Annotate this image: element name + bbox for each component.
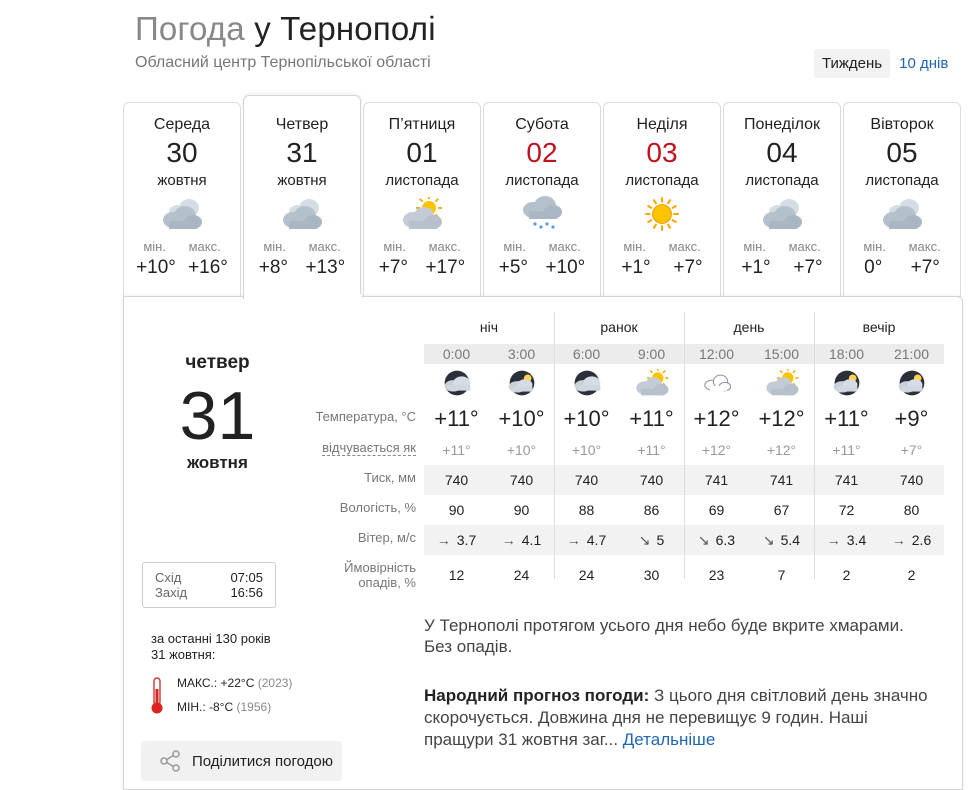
night-cloudy-icon (424, 364, 489, 402)
tab-month: листопада (865, 172, 939, 189)
history-block (151, 631, 293, 714)
humidity-cell: 90 (513, 502, 530, 518)
tab-min-temp: +8° (258, 257, 288, 278)
day-description: У Тернополі протягом усього дня небо буде вкрите хмарами. Без опадів. (424, 616, 904, 656)
precipitation-cell: 30 (643, 567, 660, 583)
tab-day-number: 30 (166, 137, 198, 168)
precipitation-cell: 7 (777, 567, 786, 583)
wind-speed: 4.7 (586, 532, 607, 548)
max-label: макс. (788, 239, 821, 254)
day-tab-30[interactable] (123, 102, 241, 297)
wind-direction-icon: → (826, 532, 841, 548)
tab-max-temp: +16° (188, 257, 228, 278)
wind-speed: 6.3 (715, 532, 736, 548)
selected-month: жовтня (187, 453, 248, 472)
pressure-cell: 741 (834, 472, 859, 488)
hour-cell: 3:00 (507, 346, 536, 362)
thermometer-icon (150, 677, 164, 715)
period-1: ранок (600, 319, 638, 335)
partly-cloudy-icon (364, 189, 480, 239)
night-partly-cloudy-icon (879, 364, 944, 402)
cloudy-rain-icon (484, 189, 600, 239)
night-cloudy-icon (554, 364, 619, 402)
pressure-cell: 741 (704, 472, 729, 488)
precipitation-cell: 12 (448, 567, 465, 583)
partly-cloudy-icon (619, 364, 684, 402)
temperature-cell: +10° (498, 406, 545, 431)
history-max-label: МАКС.: (177, 676, 218, 690)
tab-day-number: 02 (526, 137, 558, 168)
tab-min-temp: +7° (378, 257, 408, 278)
humidity-cell: 86 (643, 502, 660, 518)
tab-day-name: Неділя (636, 116, 688, 133)
tab-day-name: П’ятниця (388, 116, 456, 133)
precipitation-cell: 2 (842, 567, 851, 583)
humidity-cell: 72 (838, 502, 855, 518)
tab-day-number: 05 (886, 137, 918, 168)
temperature-cell: +12° (758, 406, 805, 431)
sunrise-sunset-box (142, 562, 276, 608)
temperature-cell: +11° (434, 406, 479, 431)
tab-day-name: Вівторок (870, 116, 934, 133)
night-partly-cloudy-icon (489, 364, 554, 402)
period-0: ніч (479, 319, 499, 335)
min-label: мін. (263, 239, 286, 254)
wind-direction-icon: → (501, 532, 516, 548)
hour-cell: 21:00 (893, 346, 930, 362)
feels-like-cell: +7° (900, 442, 923, 458)
min-label: мін. (143, 239, 166, 254)
more-link[interactable]: Детальніше (622, 730, 716, 749)
feels-like-cell: +12° (701, 442, 732, 458)
wind-direction-icon: ↘ (697, 532, 710, 548)
tab-day-name: Четвер (275, 116, 329, 133)
tab-max-temp: +13° (305, 257, 346, 278)
humidity-cell: 69 (708, 502, 725, 518)
sunset-time: 16:56 (230, 585, 263, 600)
max-label: макс. (428, 239, 461, 254)
feels-like-cell: +11° (442, 442, 471, 458)
tab-month: листопада (385, 172, 459, 189)
period-divider (814, 312, 815, 579)
hour-cell: 12:00 (698, 346, 735, 362)
wind-direction-icon: ↘ (638, 532, 651, 548)
cloud-icon (684, 364, 749, 402)
label-precipitation (344, 560, 416, 590)
min-label: мін. (503, 239, 526, 254)
day-tab-01[interactable] (363, 102, 481, 297)
history-records (177, 671, 337, 719)
wind-cell (879, 525, 944, 555)
period-3: вечір (862, 319, 896, 335)
sunrise-label: Схід (155, 570, 182, 585)
share-icon (158, 749, 182, 773)
share-weather-button[interactable] (141, 741, 342, 781)
sun-icon (604, 189, 720, 239)
humidity-cell: 88 (578, 502, 595, 518)
sunrise-time: 07:05 (230, 570, 263, 585)
period-2: день (733, 319, 765, 335)
tab-max-temp: +7° (793, 257, 823, 278)
day-tab-05[interactable] (843, 102, 961, 297)
tab-month: листопада (505, 172, 579, 189)
day-tab-04[interactable] (723, 102, 841, 297)
history-min-value: -8°C (209, 700, 234, 714)
wind-cell (424, 525, 489, 555)
night-partly-cloudy-icon (814, 364, 879, 402)
precipitation-cell: 23 (708, 567, 725, 583)
selected-day-number: 31 (179, 378, 256, 454)
share-label: Поділитися погодою (192, 752, 334, 770)
tab-month: листопада (745, 172, 819, 189)
pressure-cell: 740 (509, 472, 534, 488)
label-feels-like[interactable]: відчувається як (322, 440, 416, 455)
pressure-cell: 740 (574, 472, 599, 488)
page-title (135, 10, 436, 48)
temperature-cell: +12° (693, 406, 740, 431)
wind-cell (749, 525, 814, 555)
ten-days-link[interactable]: 10 днів (899, 55, 949, 72)
min-label: мін. (743, 239, 766, 254)
feels-like-cell: +10° (506, 442, 537, 458)
max-label: макс. (668, 239, 701, 254)
temperature-cell: +10° (563, 406, 610, 431)
day-tabs (123, 102, 963, 306)
label-precip-line2: опадів, % (358, 575, 416, 590)
history-line2: 31 жовтня: (151, 647, 216, 662)
title-city: у Тернополі (254, 10, 436, 47)
label-pressure: Тиск, мм (364, 470, 416, 485)
wind-cell (814, 525, 879, 555)
humidity-cell: 80 (903, 502, 920, 518)
max-label: макс. (908, 239, 941, 254)
label-precip-line1: Ймовірність (344, 560, 416, 575)
feels-like-cell: +10° (571, 442, 602, 458)
day-detail-panel (123, 296, 963, 790)
history-max-year: (2023) (257, 676, 293, 690)
history-line1: за останні 130 років (151, 631, 271, 646)
selected-weekday: четвер (185, 352, 250, 373)
cloudy-icon (244, 189, 360, 239)
cloudy-icon (844, 189, 960, 239)
wind-speed: 2.6 (911, 532, 932, 548)
tab-max-temp: +17° (425, 257, 466, 278)
max-label: макс. (308, 239, 341, 254)
folk-text: З цього дня світловий день значно скорочується. Довжина дня не перевищує 9 годин. Наші пращури 31 жовтня заг... (424, 686, 928, 749)
tab-max-temp: +7° (673, 257, 703, 278)
wind-direction-icon: → (566, 532, 581, 548)
hourly-grid (424, 312, 944, 583)
hour-cell: 18:00 (828, 346, 865, 362)
wind-speed: 3.4 (846, 532, 867, 548)
humidity-cell: 67 (773, 502, 790, 518)
min-label: мін. (623, 239, 646, 254)
wind-cell (554, 525, 619, 555)
day-tab-02[interactable] (483, 102, 601, 297)
feels-like-cell: +11° (832, 442, 861, 458)
precipitation-cell: 24 (513, 567, 530, 583)
feels-like-cell: +12° (766, 442, 797, 458)
pressure-cell: 740 (444, 472, 469, 488)
folk-label: Народний прогноз погоди: (424, 686, 650, 705)
hour-cell: 9:00 (637, 346, 666, 362)
history-min-year: (1956) (236, 700, 272, 714)
humidity-cell: 90 (448, 502, 465, 518)
period-divider (684, 312, 685, 579)
partly-cloudy-icon (749, 364, 814, 402)
day-tab-03[interactable] (603, 102, 721, 297)
folk-forecast (424, 685, 929, 751)
tab-max-temp: +10° (545, 257, 586, 278)
tab-day-number: 04 (766, 137, 798, 168)
tab-min-temp: +5° (498, 257, 528, 278)
min-label: мін. (383, 239, 406, 254)
sunset-label: Захід (155, 585, 188, 600)
tab-max-temp: +7° (910, 257, 940, 278)
selected-date (124, 352, 311, 473)
wind-speed: 5 (656, 532, 665, 548)
wind-speed: 3.7 (456, 532, 477, 548)
temperature-cell: +11° (629, 406, 674, 431)
pressure-cell: 741 (769, 472, 794, 488)
tab-min-temp: +1° (621, 257, 651, 278)
precipitation-cell: 2 (907, 567, 916, 583)
tab-day-name: Середа (153, 116, 211, 133)
wind-speed: 5.4 (780, 532, 801, 548)
day-tab-31[interactable] (243, 95, 361, 299)
feels-like-cell: +11° (637, 442, 666, 458)
cloudy-icon (724, 189, 840, 239)
wind-cell (619, 525, 684, 555)
tab-connector (245, 294, 362, 299)
label-wind: Вітер, м/с (357, 530, 416, 545)
history-max-value: +22°C (220, 676, 255, 690)
wind-cell (684, 525, 749, 555)
title-prefix: Погода (135, 10, 245, 47)
week-button[interactable]: Тиждень (814, 49, 890, 78)
temperature-cell: +11° (824, 406, 869, 431)
min-label: мін. (863, 239, 886, 254)
pressure-cell: 740 (639, 472, 664, 488)
history-min-label: МІН.: (177, 700, 206, 714)
max-label: макс. (188, 239, 221, 254)
tab-month: листопада (625, 172, 699, 189)
period-divider (554, 312, 555, 579)
tab-day-number: 01 (406, 137, 438, 168)
tab-day-number: 31 (286, 137, 318, 168)
range-switch (814, 49, 956, 78)
cloudy-icon (124, 189, 240, 239)
pressure-cell: 740 (899, 472, 924, 488)
precipitation-cell: 24 (578, 567, 595, 583)
wind-direction-icon: → (436, 532, 451, 548)
tab-day-number: 03 (646, 137, 678, 168)
tab-month: жовтня (157, 172, 207, 189)
page-header (135, 10, 436, 72)
wind-cell (489, 525, 554, 555)
wind-speed: 4.1 (521, 532, 542, 548)
temperature-cell: +9° (894, 406, 929, 431)
label-temperature: Температура, °C (315, 409, 416, 424)
tab-min-temp: +10° (136, 257, 176, 278)
page-subtitle: Обласний центр Тернопільської області (135, 54, 431, 71)
hour-cell: 6:00 (572, 346, 601, 362)
tab-min-temp: 0° (864, 257, 883, 278)
tab-min-temp: +1° (741, 257, 771, 278)
wind-direction-icon: → (891, 532, 906, 548)
wind-direction-icon: ↘ (762, 532, 775, 548)
tab-day-name: Субота (515, 116, 569, 133)
label-humidity: Вологість, % (339, 500, 416, 515)
tab-month: жовтня (277, 172, 327, 189)
hour-cell: 0:00 (442, 346, 471, 362)
hour-cell: 15:00 (763, 346, 800, 362)
max-label: макс. (548, 239, 581, 254)
tab-day-name: Понеділок (743, 116, 821, 133)
